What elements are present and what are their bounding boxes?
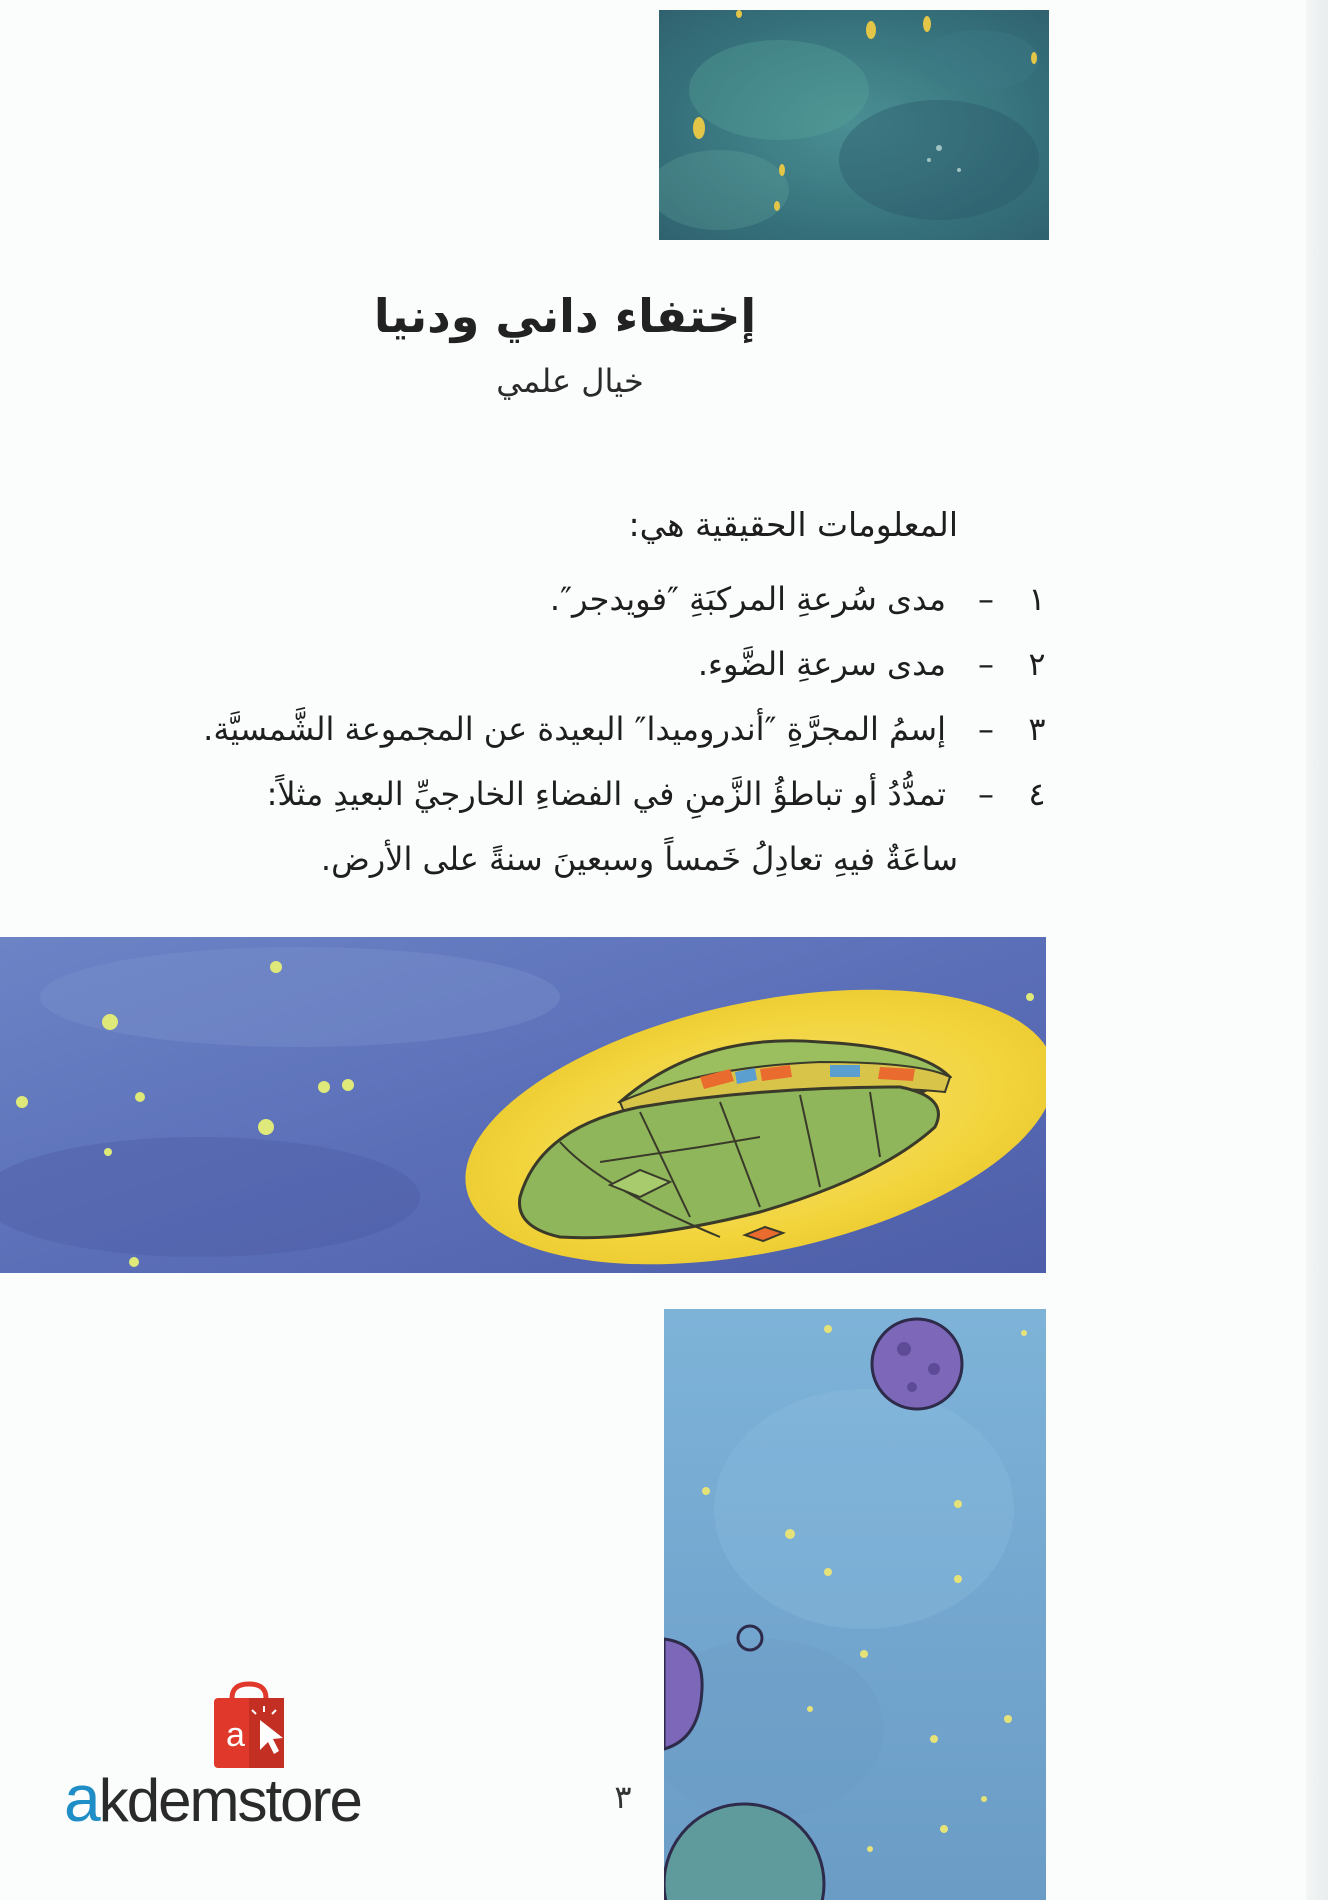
fact-item-1 [550, 580, 1058, 618]
fact-dash: – [978, 710, 994, 748]
fact-text: تمدُّدُ أو تباطؤُ الزَّمنِ في الفضاءِ الخارجيِّ البعيدِ مثلاً: [266, 775, 946, 813]
fact-item-2 [698, 645, 1058, 683]
fact-text: مدى سُرعةِ المركبَةِ ″فويدجر″. [549, 580, 946, 618]
page-number: ٣ [614, 1778, 632, 1816]
fact-item-4 [267, 775, 1058, 813]
akdemstore-logo [64, 1680, 434, 1835]
shopping-bag-icon [204, 1680, 294, 1770]
fact-item-4-continuation: ساعَةٌ فيهِ تعادِلُ خَمساً وسبعينَ سنةً على الأرض. [320, 840, 958, 878]
page-edge [1306, 0, 1328, 1900]
fact-dash: – [978, 775, 994, 813]
logo-rest: kdemstore [98, 1767, 361, 1834]
planets-illustration [664, 1309, 1046, 1900]
logo-icon-letter: a [226, 1716, 245, 1754]
fact-number: ٢ [1028, 645, 1046, 683]
fact-text: مدى سرعةِ الضَّوء. [697, 645, 946, 683]
fact-number: ١ [1028, 580, 1046, 618]
fact-dash: – [978, 580, 994, 618]
fact-item-3 [203, 710, 1058, 748]
fact-number: ٣ [1028, 710, 1046, 748]
logo-wordmark [64, 1760, 361, 1836]
starry-space-illustration [659, 10, 1049, 240]
fact-dash: – [978, 645, 994, 683]
fact-number: ٤ [1028, 775, 1046, 813]
genre-subtitle: خيال علمي [496, 362, 644, 400]
story-title: إختفاء داني ودنيا [373, 288, 757, 343]
fact-text: إسمُ المجرَّةِ ″أندروميدا″ البعيدة عن المجموعة الشَّمسيَّة. [203, 710, 946, 748]
logo-first-letter: a [64, 1761, 99, 1835]
facts-intro: المعلومات الحقيقية هي: [628, 505, 958, 544]
ufo-illustration [0, 937, 1046, 1273]
